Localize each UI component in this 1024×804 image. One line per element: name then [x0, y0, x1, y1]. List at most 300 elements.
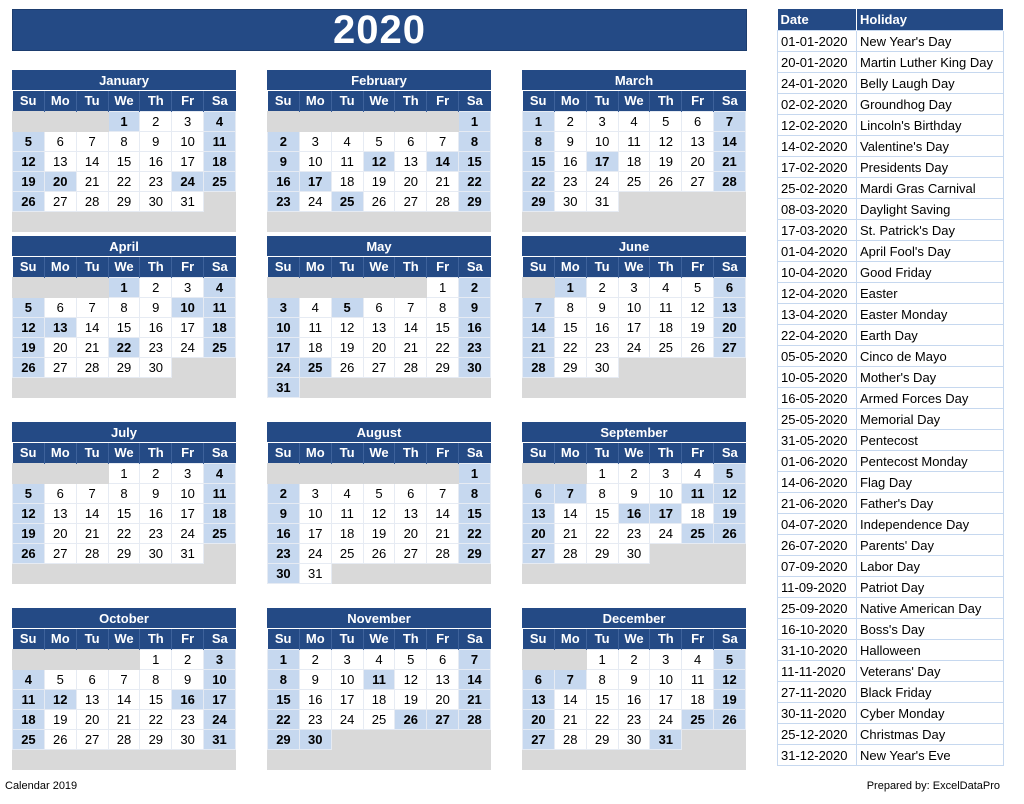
empty-cell	[363, 463, 395, 483]
week-row	[268, 749, 491, 769]
year-title: 2020	[12, 9, 747, 51]
weekday-header: Th	[650, 91, 682, 111]
day-cell: 2	[140, 277, 172, 297]
day-cell: 7	[76, 483, 108, 503]
holiday-row	[778, 157, 1004, 178]
day-cell: 24	[650, 709, 682, 729]
day-cell: 23	[140, 337, 172, 357]
weekend-day-cell: 3	[204, 649, 236, 669]
month-february	[267, 70, 491, 232]
holiday-name: Easter	[857, 283, 1004, 304]
weekday-header: Sa	[204, 629, 236, 649]
weekend-day-cell: 11	[204, 297, 236, 317]
day-cell: 4	[682, 649, 714, 669]
holiday-date: 27-11-2020	[778, 682, 857, 703]
weekend-day-cell: 23	[459, 337, 491, 357]
day-cell: 4	[331, 483, 363, 503]
day-cell: 31	[299, 563, 331, 583]
holiday-name: Good Friday	[857, 262, 1004, 283]
weekday-header: We	[618, 629, 650, 649]
day-cell: 13	[682, 131, 714, 151]
day-cell: 29	[586, 729, 618, 749]
week-row	[13, 171, 236, 191]
empty-cell	[395, 463, 427, 483]
week-row	[268, 463, 491, 483]
holiday-name: Belly Laugh Day	[857, 73, 1004, 94]
day-cell: 26	[363, 191, 395, 211]
weekday-header-row	[268, 629, 491, 649]
day-cell: 26	[331, 357, 363, 377]
weekday-header: Tu	[586, 443, 618, 463]
day-cell: 15	[586, 503, 618, 523]
day-cell: 20	[395, 171, 427, 191]
week-row	[13, 749, 236, 769]
empty-cell	[363, 277, 395, 297]
weekday-header: Th	[650, 443, 682, 463]
day-cell: 1	[586, 463, 618, 483]
weekday-header: Fr	[682, 629, 714, 649]
empty-cell	[76, 211, 108, 231]
day-cell: 18	[682, 503, 714, 523]
empty-cell	[13, 377, 45, 397]
day-cell: 17	[172, 317, 204, 337]
holiday-date: 31-12-2020	[778, 745, 857, 766]
weekend-day-cell: 8	[268, 669, 300, 689]
week-row	[268, 317, 491, 337]
weekend-day-cell: 1	[523, 111, 555, 131]
week-row	[523, 483, 746, 503]
empty-cell	[554, 649, 586, 669]
weekday-header: Su	[268, 91, 300, 111]
holiday-day-cell: 25	[331, 191, 363, 211]
empty-cell	[76, 377, 108, 397]
day-cell: 16	[586, 317, 618, 337]
holiday-day-cell: 1	[108, 277, 140, 297]
day-cell: 8	[554, 297, 586, 317]
weekend-day-cell: 16	[268, 523, 300, 543]
empty-cell	[427, 749, 459, 769]
day-cell: 20	[427, 689, 459, 709]
holiday-day-cell: 20	[44, 171, 76, 191]
week-row	[13, 649, 236, 669]
day-cell: 23	[554, 171, 586, 191]
holiday-name: Veterans' Day	[857, 661, 1004, 682]
day-cell: 14	[427, 503, 459, 523]
month-grid	[267, 257, 491, 398]
empty-cell	[172, 357, 204, 377]
holiday-row	[778, 703, 1004, 724]
weekend-day-cell: 17	[204, 689, 236, 709]
holiday-name: Earth Day	[857, 325, 1004, 346]
weekday-header: Mo	[554, 91, 586, 111]
day-cell: 2	[172, 649, 204, 669]
weekend-day-cell: 10	[204, 669, 236, 689]
weekday-header: We	[363, 91, 395, 111]
weekend-day-cell: 22	[268, 709, 300, 729]
weekday-header: Sa	[204, 443, 236, 463]
week-row	[13, 689, 236, 709]
weekend-day-cell: 15	[523, 151, 555, 171]
weekend-day-cell: 28	[523, 357, 555, 377]
holiday-date: 25-09-2020	[778, 598, 857, 619]
weekend-day-cell: 27	[523, 729, 555, 749]
holiday-row	[778, 472, 1004, 493]
week-row	[523, 171, 746, 191]
empty-cell	[204, 543, 236, 563]
weekend-day-cell: 5	[714, 463, 746, 483]
empty-cell	[299, 463, 331, 483]
day-cell: 31	[586, 191, 618, 211]
day-cell: 30	[554, 191, 586, 211]
holiday-name: Independence Day	[857, 514, 1004, 535]
week-row	[268, 523, 491, 543]
weekend-day-cell: 2	[268, 483, 300, 503]
empty-cell	[523, 563, 555, 583]
empty-cell	[44, 277, 76, 297]
weekday-header: Su	[13, 629, 45, 649]
empty-cell	[554, 563, 586, 583]
holiday-name: Groundhog Day	[857, 94, 1004, 115]
day-cell: 21	[554, 523, 586, 543]
empty-cell	[204, 563, 236, 583]
empty-cell	[586, 377, 618, 397]
empty-cell	[395, 377, 427, 397]
week-row	[268, 171, 491, 191]
holiday-name: New Year's Eve	[857, 745, 1004, 766]
day-cell: 6	[44, 483, 76, 503]
month-grid	[267, 443, 491, 584]
week-row	[268, 297, 491, 317]
weekday-header: We	[618, 257, 650, 277]
holiday-row	[778, 388, 1004, 409]
weekday-header-row	[13, 91, 236, 111]
day-cell: 14	[554, 503, 586, 523]
day-cell: 9	[586, 297, 618, 317]
holiday-date: 08-03-2020	[778, 199, 857, 220]
day-cell: 22	[586, 523, 618, 543]
holiday-name: Lincoln's Birthday	[857, 115, 1004, 136]
day-cell: 2	[554, 111, 586, 131]
holiday-day-cell: 4	[204, 463, 236, 483]
day-cell: 11	[682, 669, 714, 689]
week-row	[13, 483, 236, 503]
holiday-day-cell: 26	[13, 543, 45, 563]
day-cell: 29	[140, 729, 172, 749]
holiday-day-cell: 31	[268, 377, 300, 397]
month-march	[522, 70, 746, 232]
week-row	[13, 503, 236, 523]
holiday-day-cell: 7	[554, 483, 586, 503]
weekday-header: Th	[650, 257, 682, 277]
holiday-name: New Year's Day	[857, 31, 1004, 52]
weekend-day-cell: 5	[13, 483, 45, 503]
weekend-day-cell: 12	[13, 151, 45, 171]
day-cell: 10	[299, 151, 331, 171]
day-cell: 16	[554, 151, 586, 171]
weekend-day-cell: 9	[459, 297, 491, 317]
day-cell: 27	[44, 191, 76, 211]
day-cell: 4	[682, 463, 714, 483]
month-title: September	[522, 422, 746, 443]
holiday-date: 17-03-2020	[778, 220, 857, 241]
weekday-header: Su	[523, 629, 555, 649]
holiday-name: St. Patrick's Day	[857, 220, 1004, 241]
weekday-header: Fr	[172, 257, 204, 277]
weekday-header: Su	[268, 257, 300, 277]
date-column-header: Date	[778, 9, 857, 31]
empty-cell	[204, 191, 236, 211]
holiday-column-header: Holiday	[857, 9, 1004, 31]
month-title: November	[267, 608, 491, 629]
day-cell: 12	[363, 503, 395, 523]
empty-cell	[395, 111, 427, 131]
weekday-header: Tu	[331, 629, 363, 649]
month-grid	[522, 257, 746, 398]
day-cell: 10	[618, 297, 650, 317]
weekend-day-cell: 19	[714, 689, 746, 709]
day-cell: 3	[172, 277, 204, 297]
week-row	[268, 543, 491, 563]
empty-cell	[299, 277, 331, 297]
holiday-row	[778, 178, 1004, 199]
weekend-day-cell: 25	[204, 171, 236, 191]
day-cell: 7	[108, 669, 140, 689]
empty-cell	[395, 749, 427, 769]
day-cell: 21	[76, 171, 108, 191]
holiday-date: 04-07-2020	[778, 514, 857, 535]
holiday-name: Father's Day	[857, 493, 1004, 514]
day-cell: 1	[586, 649, 618, 669]
day-cell: 6	[427, 649, 459, 669]
day-cell: 27	[44, 543, 76, 563]
weekend-day-cell: 23	[268, 543, 300, 563]
weekend-day-cell: 21	[714, 151, 746, 171]
empty-cell	[331, 463, 363, 483]
day-cell: 22	[140, 709, 172, 729]
empty-cell	[331, 277, 363, 297]
empty-cell	[331, 563, 363, 583]
day-cell: 26	[44, 729, 76, 749]
day-cell: 6	[44, 131, 76, 151]
empty-cell	[714, 211, 746, 231]
weekday-header: Mo	[299, 257, 331, 277]
weekday-header: Mo	[44, 91, 76, 111]
empty-cell	[459, 377, 491, 397]
week-row	[13, 277, 236, 297]
weekend-day-cell: 15	[459, 503, 491, 523]
day-cell: 3	[618, 277, 650, 297]
month-grid	[522, 443, 746, 584]
holiday-name: Native American Day	[857, 598, 1004, 619]
week-row	[523, 689, 746, 709]
weekend-day-cell: 9	[268, 503, 300, 523]
weekend-day-cell: 9	[268, 151, 300, 171]
footer-calendar-label: Calendar 2019	[5, 780, 78, 792]
weekday-header: Tu	[76, 91, 108, 111]
day-cell: 9	[618, 483, 650, 503]
day-cell: 26	[363, 543, 395, 563]
holiday-day-cell: 24	[172, 171, 204, 191]
holiday-name: Mardi Gras Carnival	[857, 178, 1004, 199]
day-cell: 26	[682, 337, 714, 357]
empty-cell	[459, 563, 491, 583]
weekend-day-cell: 6	[714, 277, 746, 297]
day-cell: 30	[618, 543, 650, 563]
empty-cell	[299, 377, 331, 397]
week-row	[523, 649, 746, 669]
empty-cell	[586, 563, 618, 583]
day-cell: 15	[108, 503, 140, 523]
weekday-header: Fr	[427, 629, 459, 649]
day-cell: 26	[650, 171, 682, 191]
week-row	[13, 563, 236, 583]
day-cell: 25	[618, 171, 650, 191]
day-cell: 20	[682, 151, 714, 171]
holiday-day-cell: 30	[299, 729, 331, 749]
day-cell: 9	[172, 669, 204, 689]
empty-cell	[13, 563, 45, 583]
day-cell: 19	[363, 171, 395, 191]
weekday-header: Sa	[714, 91, 746, 111]
weekend-day-cell: 19	[13, 337, 45, 357]
empty-cell	[363, 377, 395, 397]
day-cell: 3	[586, 111, 618, 131]
week-row	[523, 377, 746, 397]
holiday-name: Armed Forces Day	[857, 388, 1004, 409]
empty-cell	[586, 749, 618, 769]
day-cell: 16	[140, 503, 172, 523]
empty-cell	[427, 111, 459, 131]
weekday-header: We	[363, 629, 395, 649]
holiday-date: 16-05-2020	[778, 388, 857, 409]
month-title: May	[267, 236, 491, 257]
empty-cell	[108, 749, 140, 769]
weekday-header: Su	[13, 91, 45, 111]
day-cell: 4	[331, 131, 363, 151]
day-cell: 20	[44, 523, 76, 543]
day-cell: 30	[140, 357, 172, 377]
holiday-row	[778, 577, 1004, 598]
weekend-day-cell: 29	[268, 729, 300, 749]
weekend-day-cell: 18	[204, 151, 236, 171]
day-cell: 10	[172, 131, 204, 151]
weekend-day-cell: 22	[459, 523, 491, 543]
weekday-header: We	[108, 257, 140, 277]
empty-cell	[13, 463, 45, 483]
day-cell: 7	[76, 297, 108, 317]
day-cell: 3	[299, 131, 331, 151]
week-row	[523, 709, 746, 729]
week-row	[13, 709, 236, 729]
week-row	[523, 111, 746, 131]
week-row	[13, 463, 236, 483]
day-cell: 17	[331, 689, 363, 709]
empty-cell	[618, 211, 650, 231]
empty-cell	[44, 749, 76, 769]
empty-cell	[108, 377, 140, 397]
month-september	[522, 422, 746, 584]
week-row	[13, 523, 236, 543]
week-row	[268, 709, 491, 729]
empty-cell	[140, 563, 172, 583]
weekend-day-cell: 1	[459, 463, 491, 483]
day-cell: 14	[76, 151, 108, 171]
month-december	[522, 608, 746, 770]
weekday-header-row	[523, 91, 746, 111]
empty-cell	[44, 563, 76, 583]
day-cell: 13	[395, 151, 427, 171]
holiday-row	[778, 661, 1004, 682]
weekend-day-cell: 4	[204, 111, 236, 131]
week-row	[523, 337, 746, 357]
day-cell: 1	[427, 277, 459, 297]
weekday-header: Tu	[331, 91, 363, 111]
empty-cell	[140, 749, 172, 769]
weekend-day-cell: 28	[714, 171, 746, 191]
empty-cell	[299, 111, 331, 131]
day-cell: 24	[586, 171, 618, 191]
day-cell: 28	[554, 729, 586, 749]
empty-cell	[76, 111, 108, 131]
month-grid	[12, 443, 236, 584]
empty-cell	[554, 749, 586, 769]
weekend-day-cell: 20	[523, 709, 555, 729]
empty-cell	[76, 649, 108, 669]
weekday-header: We	[108, 629, 140, 649]
day-cell: 28	[427, 543, 459, 563]
week-row	[13, 131, 236, 151]
weekday-header: Su	[13, 257, 45, 277]
empty-cell	[331, 211, 363, 231]
weekend-day-cell: 18	[204, 317, 236, 337]
day-cell: 1	[108, 463, 140, 483]
day-cell: 12	[331, 317, 363, 337]
weekday-header: We	[618, 443, 650, 463]
weekday-header: Th	[650, 629, 682, 649]
weekend-day-cell: 26	[13, 357, 45, 377]
week-row	[13, 317, 236, 337]
weekend-day-cell: 20	[714, 317, 746, 337]
week-row	[523, 277, 746, 297]
empty-cell	[618, 749, 650, 769]
week-row	[523, 191, 746, 211]
empty-cell	[650, 357, 682, 377]
month-grid	[522, 91, 746, 232]
day-cell: 13	[44, 503, 76, 523]
empty-cell	[13, 649, 45, 669]
holiday-name: Labor Day	[857, 556, 1004, 577]
day-cell: 14	[108, 689, 140, 709]
empty-cell	[682, 729, 714, 749]
empty-cell	[44, 111, 76, 131]
holiday-day-cell: 14	[427, 151, 459, 171]
weekday-header: Th	[395, 443, 427, 463]
day-cell: 22	[108, 523, 140, 543]
weekday-header-row	[268, 443, 491, 463]
day-cell: 5	[650, 111, 682, 131]
day-cell: 7	[427, 483, 459, 503]
holiday-date: 01-06-2020	[778, 451, 857, 472]
month-june	[522, 236, 746, 398]
week-row	[13, 543, 236, 563]
day-cell: 17	[299, 523, 331, 543]
weekend-day-cell: 13	[523, 689, 555, 709]
holiday-name: Halloween	[857, 640, 1004, 661]
empty-cell	[395, 277, 427, 297]
holiday-day-cell: 2	[268, 131, 300, 151]
weekday-header: Sa	[204, 91, 236, 111]
weekend-day-cell: 7	[459, 649, 491, 669]
